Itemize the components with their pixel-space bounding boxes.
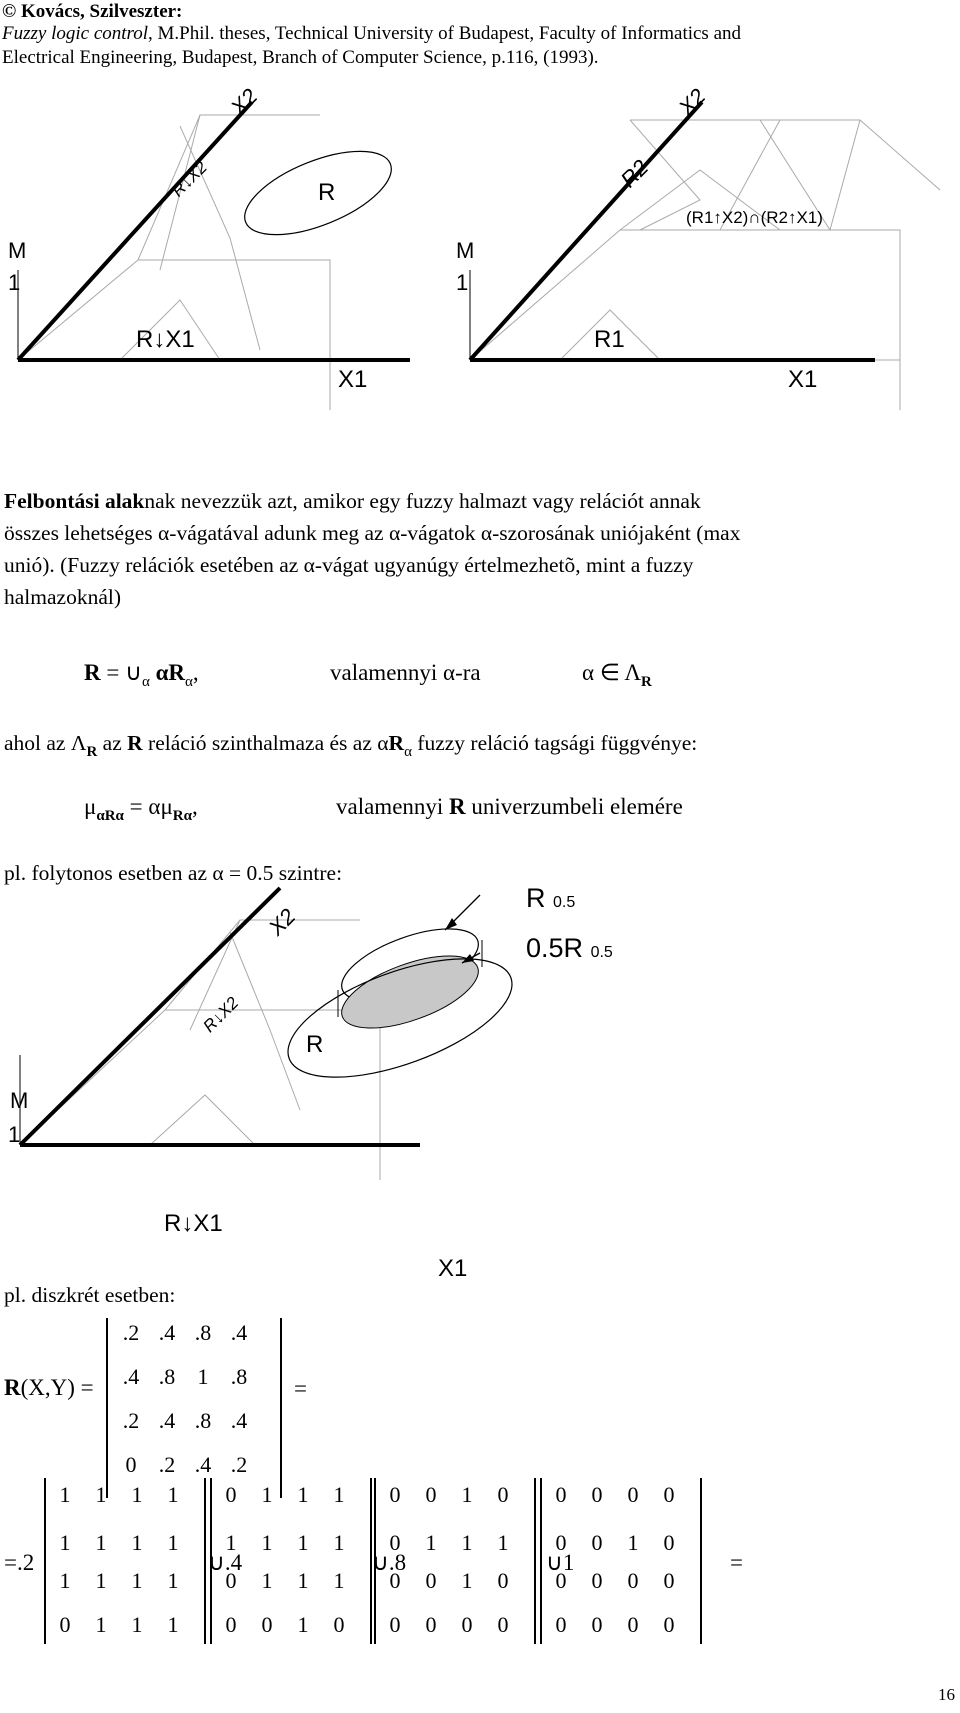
decomp-matrix-cell: 0 bbox=[225, 1482, 237, 1507]
paragraph-decomposition bbox=[4, 485, 956, 613]
one-label-right: 1 bbox=[456, 270, 469, 295]
formula2-text: valamennyi bbox=[336, 794, 444, 819]
decomp-matrix-right-bar bbox=[700, 1478, 702, 1644]
mu-symbol: μ bbox=[84, 794, 97, 819]
formula-union bbox=[84, 660, 199, 690]
decomposition-eq: = bbox=[730, 1550, 743, 1575]
page-number: 16 bbox=[938, 1685, 955, 1704]
decomp-matrix-cell: 1 bbox=[167, 1482, 179, 1507]
decomp-matrix-right-bar bbox=[204, 1478, 206, 1644]
proj-x1-label-left: R↓X1 bbox=[136, 326, 195, 353]
decomp-matrix-cell: 0 bbox=[663, 1482, 675, 1507]
para2-r2: R bbox=[388, 731, 405, 755]
decomp-matrix-cell: 1 bbox=[333, 1530, 345, 1555]
paragraph-level-set bbox=[4, 731, 698, 760]
decomp-matrix-cell: 0 bbox=[627, 1482, 639, 1507]
decomp-matrix-cell: 1 bbox=[261, 1568, 273, 1593]
matrix-main-cell: 1 bbox=[197, 1364, 209, 1389]
formula-membership bbox=[84, 794, 198, 824]
formula-membership-text bbox=[336, 794, 683, 820]
decomp-matrix-cell: 0 bbox=[333, 1612, 345, 1637]
decomp-matrix-cell: 0 bbox=[497, 1612, 509, 1637]
decomp-matrix-cell: 0 bbox=[663, 1612, 675, 1637]
matrix-main-cell: .4 bbox=[230, 1320, 248, 1345]
paragraph-continuous: pl. folytonos esetben az α = 0.5 szintre: bbox=[4, 861, 343, 885]
matrix-main-cell: .2 bbox=[122, 1320, 140, 1345]
matrix-main-cell: .8 bbox=[158, 1364, 176, 1389]
decomp-matrix-cell: 1 bbox=[497, 1530, 509, 1555]
r-label-fig2: R bbox=[306, 1031, 324, 1058]
para2-text-b: az bbox=[102, 731, 122, 755]
para2-lambda-sub: R bbox=[86, 744, 98, 760]
decomp-matrix-cell: 0 bbox=[225, 1612, 237, 1637]
decomp-matrix-cell: 1 bbox=[297, 1482, 309, 1507]
x1-label-fig2: X1 bbox=[438, 1255, 468, 1282]
matrix-main-cell: .2 bbox=[122, 1408, 140, 1433]
decomp-matrix-cell: 0 bbox=[261, 1612, 273, 1637]
decomp-matrix-cell: 0 bbox=[225, 1568, 237, 1593]
matrix-eq: = bbox=[294, 1376, 307, 1401]
decomposition-prefix: =.2 bbox=[4, 1550, 35, 1575]
para2-r2-sub: α bbox=[404, 744, 412, 760]
matrix-main-cell: .8 bbox=[230, 1364, 248, 1389]
formula2-rhs: αμ bbox=[148, 794, 173, 819]
formula-rhs: αR bbox=[155, 660, 186, 685]
r1-label: R1 bbox=[594, 326, 625, 353]
reference-line-1 bbox=[2, 22, 741, 46]
paragraph-line-4: halmazoknál) bbox=[4, 585, 122, 609]
decomp-matrix-cell: 0 bbox=[591, 1568, 603, 1593]
decomp-matrix-cell: 1 bbox=[59, 1482, 71, 1507]
union-symbol: ∪ bbox=[125, 660, 142, 685]
alpha-in-lambda bbox=[582, 660, 652, 690]
decomp-matrix-cell: 0 bbox=[389, 1482, 401, 1507]
formula2-text2: univerzumbeli elemére bbox=[471, 794, 683, 819]
matrix-main-cell: .8 bbox=[194, 1408, 212, 1433]
para2-r: R bbox=[127, 731, 143, 755]
paragraph-line-1 bbox=[4, 485, 956, 517]
decomp-matrix-cell: 0 bbox=[497, 1568, 509, 1593]
decomp-matrix-left-bar bbox=[540, 1478, 542, 1644]
one-label-left: 1 bbox=[8, 270, 21, 295]
decomp-matrix-cell: 1 bbox=[131, 1482, 143, 1507]
para2-lambda: Λ bbox=[70, 731, 87, 755]
decomp-matrix-cell: 0 bbox=[497, 1482, 509, 1507]
decomp-matrix-cell: 1 bbox=[131, 1530, 143, 1555]
intersection-label: (R1↑X2)∩(R2↑X1) bbox=[686, 208, 823, 227]
x1-label-left: X1 bbox=[338, 366, 368, 393]
lambda-sub: R bbox=[641, 674, 652, 690]
matrix-main-cell: .8 bbox=[194, 1320, 212, 1345]
decomp-matrix-cell: 1 bbox=[425, 1530, 437, 1555]
lambda-symbol: Λ bbox=[624, 660, 642, 685]
para2-text-a: ahol az bbox=[4, 731, 66, 755]
paragraph-line-3: unió). (Fuzzy relációk esetében az α-vágat ugyanúgy értelmezhetõ, mint a fuzzy bbox=[4, 553, 694, 577]
m-label-right: M bbox=[456, 238, 475, 263]
decomp-matrix-cell: 0 bbox=[591, 1482, 603, 1507]
decomp-matrix-cell: 0 bbox=[663, 1530, 675, 1555]
op-union-04: ∪.4 bbox=[208, 1550, 243, 1575]
proj-x2-label-left: R↓X2 bbox=[168, 157, 211, 201]
matrix-r: R bbox=[4, 1375, 21, 1400]
x2-axis-fig2 bbox=[20, 888, 280, 1145]
decomp-matrix-cell: 0 bbox=[591, 1612, 603, 1637]
formula-r: R bbox=[84, 660, 101, 685]
decomp-matrix-cell: 1 bbox=[225, 1530, 237, 1555]
alpha-symbol: α bbox=[582, 660, 595, 685]
decomp-matrix-cell: 1 bbox=[131, 1568, 143, 1593]
decomp-matrix-cell: 1 bbox=[461, 1482, 473, 1507]
formula2-r: R bbox=[449, 794, 466, 819]
figure-2-alpha-cut bbox=[0, 880, 700, 1210]
decomp-matrix-cell: 1 bbox=[167, 1530, 179, 1555]
r05-shaded-ellipse bbox=[333, 941, 487, 1043]
x2-label-right: X2 bbox=[673, 83, 711, 121]
op-union-08: ∪.8 bbox=[372, 1550, 407, 1575]
decomp-matrix-cell: 1 bbox=[297, 1612, 309, 1637]
x2-label-left: X2 bbox=[225, 83, 263, 121]
one-label-fig2: 1 bbox=[8, 1122, 21, 1147]
formula-comma: , bbox=[192, 660, 199, 685]
decomp-matrix-cell: 1 bbox=[59, 1530, 71, 1555]
op-union-1: ∪1 bbox=[546, 1550, 575, 1575]
formula2-rhs-sub: Rα bbox=[172, 808, 193, 824]
formula-eq: = bbox=[106, 660, 120, 685]
r2-label: R2 bbox=[615, 154, 654, 193]
decomp-matrix-cell: 0 bbox=[425, 1482, 437, 1507]
formula2-eq: = bbox=[129, 794, 143, 819]
decomp-matrix-cell: 0 bbox=[555, 1530, 567, 1555]
figure-1-left-wireframe bbox=[18, 115, 330, 410]
x2-axis-right bbox=[470, 102, 702, 360]
decomp-matrix-cell: 1 bbox=[627, 1530, 639, 1555]
decomp-matrix-cell: 0 bbox=[461, 1612, 473, 1637]
x2-label-fig2: X2 bbox=[263, 903, 301, 941]
decomp-matrix-cell: 0 bbox=[425, 1612, 437, 1637]
matrix-main-cell: .2 bbox=[158, 1452, 176, 1477]
decomp-matrix-cell: 1 bbox=[333, 1568, 345, 1593]
r05-label bbox=[526, 883, 575, 914]
matrix-main-cell: 0 bbox=[125, 1452, 137, 1477]
matrix-main-cell: .4 bbox=[122, 1364, 140, 1389]
paragraph-line-2: összes lehetséges α-vágatával adunk meg az α-vágatok α-szorosának uniójaként (max bbox=[4, 521, 741, 545]
para2-alpha: α bbox=[377, 731, 389, 755]
decomp-matrix-cell: 1 bbox=[95, 1568, 107, 1593]
formula2-comma: , bbox=[192, 794, 198, 819]
proj-x2-label-fig2: R↓X2 bbox=[199, 993, 243, 1037]
book-title: Fuzzy logic control bbox=[2, 23, 148, 44]
decomp-matrix-cell: 1 bbox=[461, 1568, 473, 1593]
r05-text: R bbox=[526, 883, 546, 913]
x1-label-right: X1 bbox=[788, 366, 818, 393]
formula-rhs-sub: α bbox=[185, 674, 193, 690]
decomp-matrix-cell: 1 bbox=[261, 1530, 273, 1555]
para2-text-c: reláció szinthalmaza és az bbox=[148, 731, 372, 755]
decomp-matrix-cell: 0 bbox=[591, 1530, 603, 1555]
decomp-matrix-right-bar bbox=[534, 1478, 536, 1644]
decomp-matrix-cell: 1 bbox=[167, 1568, 179, 1593]
decomp-matrix-cell: 0 bbox=[389, 1568, 401, 1593]
reference-text-1: , M.Phil. theses, Technical University of Budapest, Faculty of Informatics and bbox=[148, 23, 742, 44]
r05b-sub: 0.5 bbox=[590, 944, 613, 961]
decomp-matrix-cell: 0 bbox=[627, 1612, 639, 1637]
matrix-main-cell: .4 bbox=[230, 1408, 248, 1433]
reference-line-2: Electrical Engineering, Budapest, Branch of Computer Science, p.116, (1993). bbox=[2, 47, 599, 68]
decomp-matrix-cell: 1 bbox=[261, 1482, 273, 1507]
decomp-matrix-cell: 1 bbox=[297, 1568, 309, 1593]
decomp-matrix-cell: 1 bbox=[131, 1612, 143, 1637]
matrix-main-right-bar bbox=[280, 1318, 282, 1498]
para2-text-d: fuzzy reláció tagsági függvénye: bbox=[417, 731, 698, 755]
matrix-args: (X,Y) = bbox=[20, 1375, 94, 1400]
matrix-main-cell: .4 bbox=[158, 1408, 176, 1433]
matrix-main-left-bar bbox=[106, 1318, 108, 1498]
matrix-main-cell: .4 bbox=[194, 1452, 212, 1477]
formula-union-text: valamennyi α-ra bbox=[330, 660, 481, 685]
matrix-main-cell: .2 bbox=[230, 1452, 248, 1477]
mu-sub: αRα bbox=[96, 808, 124, 824]
r05-sub: 0.5 bbox=[553, 894, 576, 911]
figure-1-relation-projections bbox=[0, 80, 960, 440]
decomp-matrix-cell: 1 bbox=[59, 1568, 71, 1593]
decomp-matrix-cell: 1 bbox=[95, 1612, 107, 1637]
figure-2-wireframe bbox=[20, 920, 380, 1180]
element-of-symbol: ∈ bbox=[599, 660, 620, 685]
m-label-left: M bbox=[8, 238, 27, 263]
decomp-matrix-cell: 0 bbox=[425, 1568, 437, 1593]
decomp-matrix-cell: 0 bbox=[663, 1568, 675, 1593]
author-line: © Kovács, Szilveszter: bbox=[2, 1, 183, 22]
decomp-matrix-cell: 0 bbox=[59, 1612, 71, 1637]
decomp-matrix-cell: 1 bbox=[461, 1530, 473, 1555]
paragraph-line-1-text: nak nevezzük azt, amikor egy fuzzy halmazt vagy relációt annak bbox=[144, 489, 701, 513]
r05b-text: 0.5R bbox=[526, 933, 584, 963]
decomp-matrix-cell: 1 bbox=[297, 1530, 309, 1555]
decomp-matrix-cell: 0 bbox=[555, 1568, 567, 1593]
decomp-matrix-left-bar bbox=[44, 1478, 46, 1644]
matrix-main-cell: .4 bbox=[158, 1320, 176, 1345]
union-sub: α bbox=[141, 674, 150, 690]
paragraph-discrete: pl. diszkrét esetben: bbox=[4, 1283, 176, 1307]
decomp-matrix-cell: 1 bbox=[95, 1482, 107, 1507]
proj-x1-label-fig2-html: R↓X1 bbox=[164, 1210, 223, 1237]
r05b-label bbox=[526, 933, 613, 964]
decomp-matrix-cell: 1 bbox=[333, 1482, 345, 1507]
decomp-matrix-cell: 1 bbox=[95, 1530, 107, 1555]
decomp-matrix-cell: 0 bbox=[627, 1568, 639, 1593]
decomp-matrix-cell: 0 bbox=[389, 1530, 401, 1555]
decomp-matrix-cell: 1 bbox=[167, 1612, 179, 1637]
decomp-matrix-cell: 0 bbox=[389, 1612, 401, 1637]
x2-axis-left bbox=[18, 102, 252, 360]
decomp-matrix-cell: 0 bbox=[555, 1612, 567, 1637]
m-label-fig2: M bbox=[10, 1088, 29, 1113]
figure-1-right-wireframe bbox=[470, 120, 940, 410]
r-label: R bbox=[318, 179, 336, 206]
matrix-lhs bbox=[4, 1375, 94, 1401]
bold-term: Felbontási alak bbox=[4, 489, 145, 513]
decomp-matrix-cell: 0 bbox=[555, 1482, 567, 1507]
